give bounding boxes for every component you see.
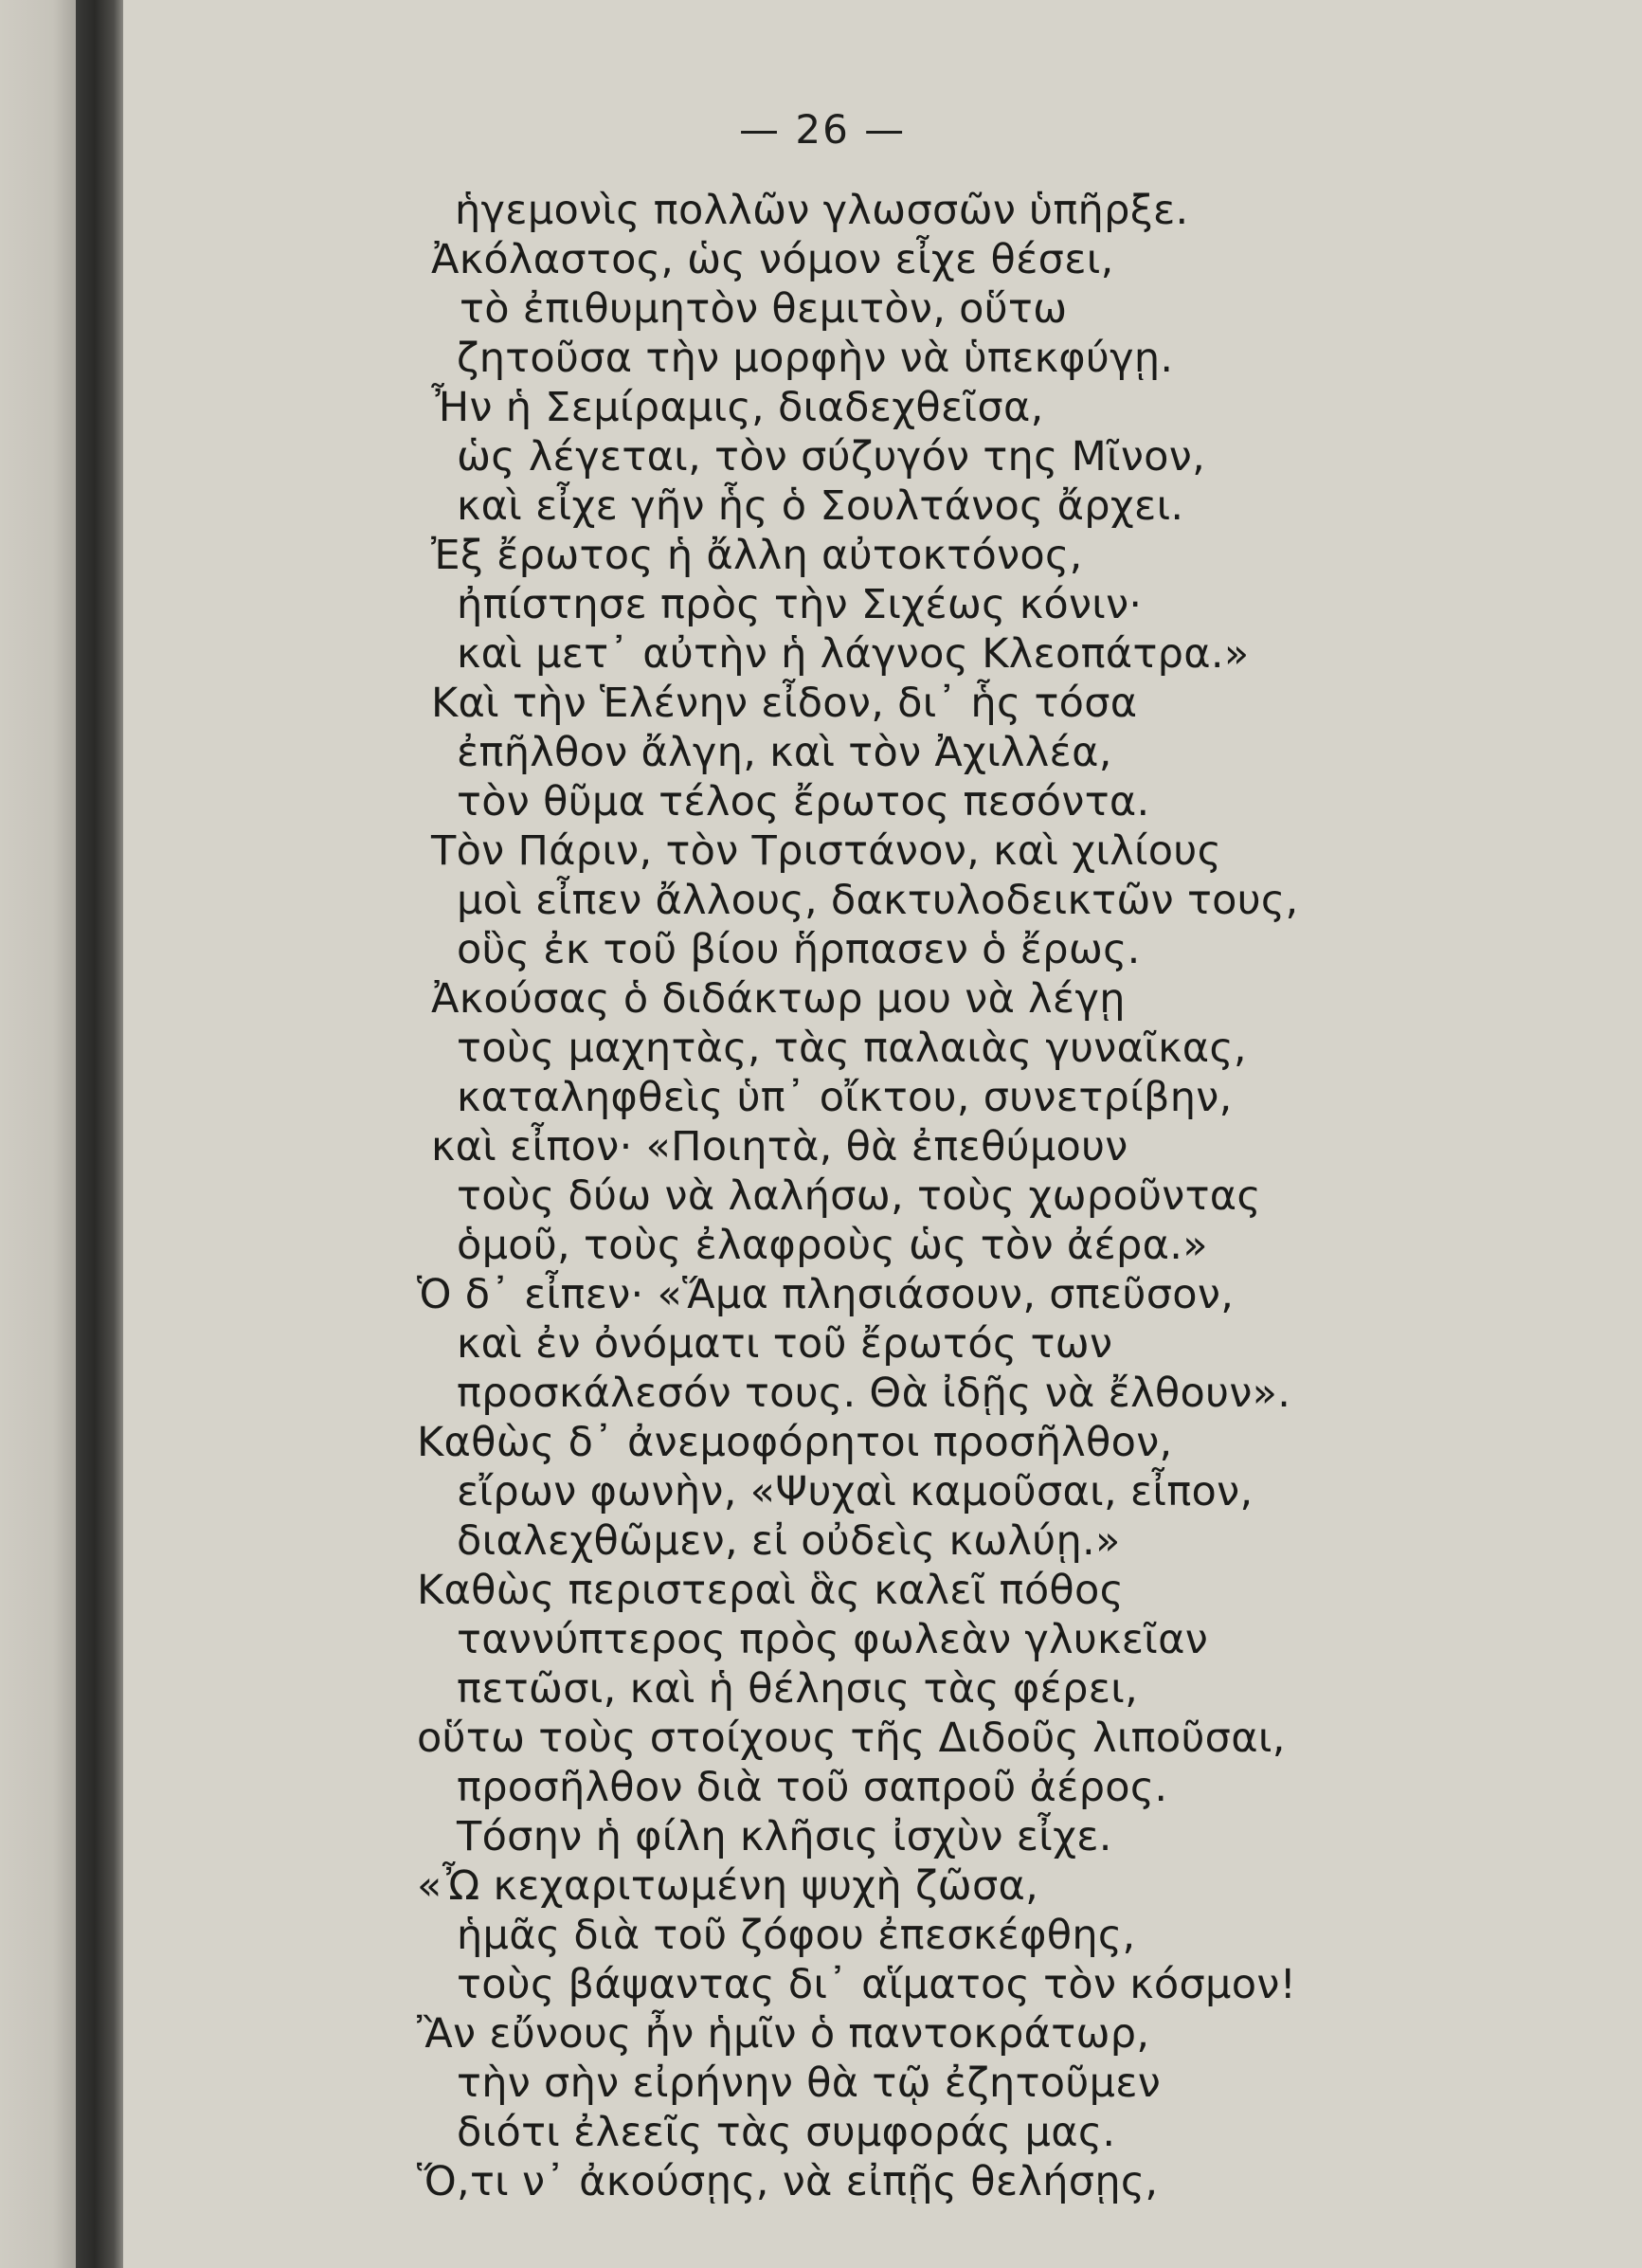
poem-line: καὶ μετ᾽ αὐτὴν ἡ λάγνος Κλεοπάτρα.» xyxy=(457,630,1250,678)
page-number: — 26 — xyxy=(739,106,907,153)
poem-line: ὡς λέγεται, τὸν σύζυγόν της Μῖνον, xyxy=(457,433,1206,481)
poem-line: Καθὼς δ᾽ ἀνεμοφόρητοι προσῆλθον, xyxy=(417,1419,1173,1466)
poem-line: ἡγεμονὶς πολλῶν γλωσσῶν ὑπῆρξε. xyxy=(455,187,1189,234)
poem-line: τοὺς δύω νὰ λαλήσω, τοὺς χωροῦντας xyxy=(457,1172,1261,1220)
poem-line: ἡμᾶς διὰ τοῦ ζόφου ἐπεσκέφθης, xyxy=(457,1912,1136,1959)
poem-line: ἠπίστησε πρὸς τὴν Σιχέως κόνιν· xyxy=(457,581,1143,628)
poem-line: καὶ εἶχε γῆν ἧς ὁ Σουλτάνος ἄρχει. xyxy=(457,482,1184,530)
poem-line: διότι ἐλεεῖς τὰς συμφοράς μας. xyxy=(457,2109,1116,2156)
poem-line: οὕτω τοὺς στοίχους τῆς Διδοῦς λιποῦσαι, xyxy=(417,1715,1286,1762)
poem-line: Ἐξ ἔρωτος ἡ ἄλλη αὐτοκτόνος, xyxy=(431,532,1083,579)
poem-line: «Ὦ κεχαριτωμένη ψυχὴ ζῶσα, xyxy=(417,1862,1039,1910)
poem-line: ἐπῆλθον ἄλγη, καὶ τὸν Ἀχιλλέα, xyxy=(457,729,1112,776)
poem-line: καταληφθεὶς ὑπ᾽ οἴκτου, συνετρίβην, xyxy=(457,1074,1233,1121)
poem-line: Καὶ τὴν Ἑλένην εἶδον, δι᾽ ἧς τόσα xyxy=(431,680,1138,727)
poem-line: Ἂν εὔνους ἦν ἡμῖν ὁ παντοκράτωρ, xyxy=(417,2010,1150,2058)
poem-line: μοὶ εἶπεν ἄλλους, δακτυλοδεικτῶν τους, xyxy=(457,877,1299,924)
poem-text xyxy=(0,186,1642,2214)
poem-line: τοὺς βάψαντας δι᾽ αἵματος τὸν κόσμον! xyxy=(457,1961,1297,2008)
poem-line: Ἦν ἡ Σεμίραμις, διαδεχθεῖσα, xyxy=(431,384,1044,431)
poem-line: ζητοῦσα τὴν μορφὴν νὰ ὑπεκφύγῃ. xyxy=(457,335,1174,382)
poem-line: Ὁ δ᾽ εἶπεν· «Ἅμα πλησιάσουν, σπεῦσον, xyxy=(417,1271,1235,1318)
poem-line: τὴν σὴν εἰρήνην θὰ τῷ ἐζητοῦμεν xyxy=(457,2059,1162,2107)
poem-line: προσῆλθον διὰ τοῦ σαπροῦ ἀέρος. xyxy=(457,1764,1168,1811)
poem-line: τοὺς μαχητὰς, τὰς παλαιὰς γυναῖκας, xyxy=(457,1025,1247,1072)
poem-line: Ἀκόλαστος, ὡς νόμον εἶχε θέσει, xyxy=(431,236,1114,283)
poem-line: Ἀκούσας ὁ διδάκτωρ μου νὰ λέγῃ xyxy=(431,975,1126,1023)
poem-line: τὸ ἐπιθυμητὸν θεμιτὸν, οὕτω xyxy=(460,285,1068,333)
poem-line: πετῶσι, καὶ ἡ θέλησις τὰς φέρει, xyxy=(457,1665,1139,1713)
poem-line: ταννύπτερος πρὸς φωλεὰν γλυκεῖαν xyxy=(457,1616,1209,1663)
poem-line: προσκάλεσόν τους. Θὰ ἰδῇς νὰ ἔλθουν». xyxy=(457,1370,1291,1417)
poem-line: Τὸν Πάριν, τὸν Τριστάνον, καὶ χιλίους xyxy=(431,827,1222,875)
poem-line: ὁμοῦ, τοὺς ἐλαφροὺς ὡς τὸν ἀέρα.» xyxy=(457,1222,1208,1269)
poem-line: διαλεχθῶμεν, εἰ οὐδεὶς κωλύῃ.» xyxy=(457,1517,1121,1565)
poem-line: Ὅ,τι ν᾽ ἀκούσῃς, νὰ εἰπῇς θελήσῃς, xyxy=(417,2158,1159,2205)
poem-line: τὸν θῦμα τέλος ἔρωτος πεσόντα. xyxy=(457,778,1150,826)
poem-line: Τόσην ἡ φίλη κλῆσις ἰσχὺν εἶχε. xyxy=(457,1813,1112,1860)
poem-line: καὶ εἶπον· «Ποιητὰ, θὰ ἐπεθύμουν xyxy=(431,1123,1128,1170)
poem-line: οὓς ἐκ τοῦ βίου ἥρπασεν ὁ ἔρως. xyxy=(457,926,1141,973)
poem-line: καὶ ἐν ὀνόματι τοῦ ἔρωτός των xyxy=(457,1320,1113,1368)
poem-line: εἴρων φωνὴν, «Ψυχαὶ καμοῦσαι, εἶπον, xyxy=(457,1468,1254,1515)
poem-line: Καθὼς περιστεραὶ ἃς καλεῖ πόθος xyxy=(417,1567,1125,1614)
